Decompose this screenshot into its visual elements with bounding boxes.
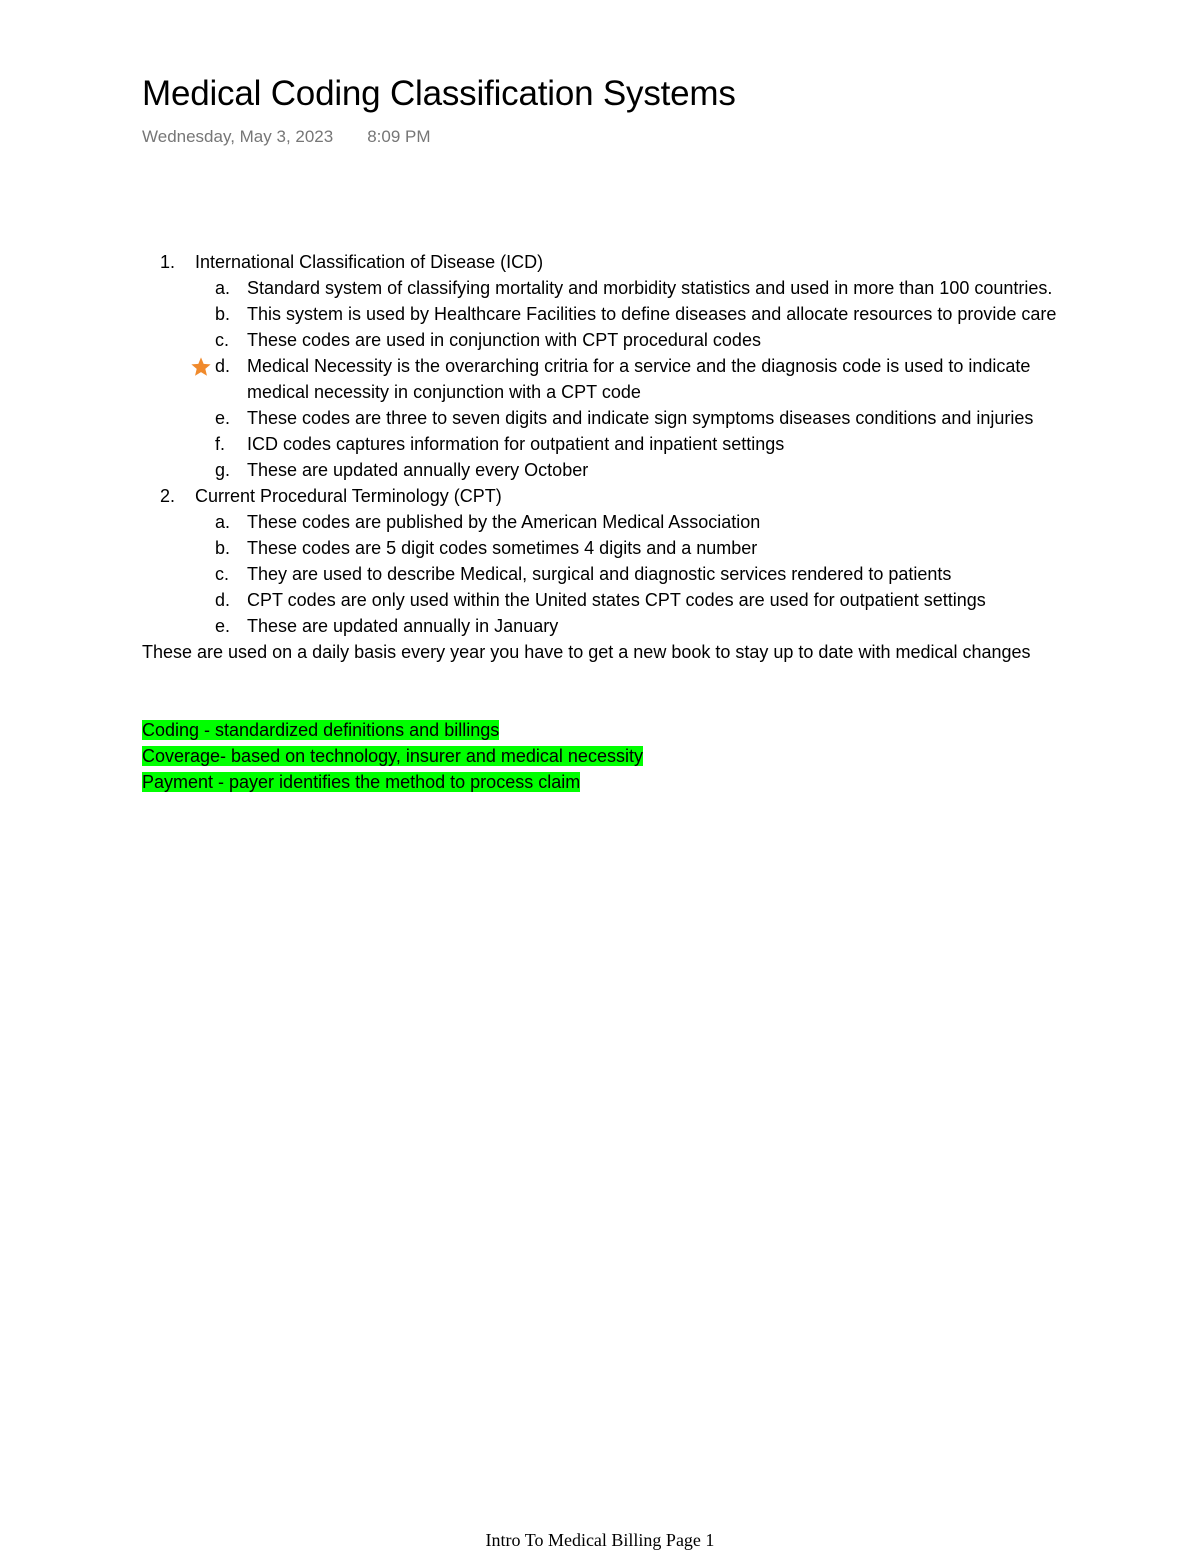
blank-lines bbox=[142, 665, 1062, 717]
list-item-text: These codes are published by the American Medical Association bbox=[247, 512, 761, 532]
list-item-text: International Classification of Disease (ICD) bbox=[195, 252, 544, 272]
page-time: 8:09 PM bbox=[367, 127, 431, 146]
sub-item-cpt-b bbox=[142, 535, 1062, 561]
sub-item-icd-d bbox=[142, 353, 1062, 405]
list-item-icd bbox=[142, 249, 1062, 275]
page-date: Wednesday, May 3, 2023 bbox=[142, 127, 334, 146]
list-marker: c. bbox=[215, 330, 230, 350]
list-marker: 1. bbox=[160, 252, 176, 272]
list-marker: e. bbox=[215, 408, 231, 428]
list-marker: a. bbox=[215, 278, 231, 298]
list-item-text: CPT codes are only used within the United states CPT codes are used for outpatient settings bbox=[247, 590, 986, 610]
note-paragraph: These are used on a daily basis every year you have to get a new book to stay up to date with medical changes bbox=[142, 642, 1031, 662]
sub-item-icd-b bbox=[142, 301, 1062, 327]
list-marker: f. bbox=[215, 434, 226, 454]
highlighted-text: Coverage- based on technology, insurer and medical necessity bbox=[142, 746, 643, 766]
list-marker: d. bbox=[215, 356, 231, 376]
highlighted-text: Coding - standardized definitions and billings bbox=[142, 720, 500, 740]
list-marker: a. bbox=[215, 512, 231, 532]
highlight-line-coverage bbox=[142, 743, 1062, 769]
list-item-text: These are updated annually in January bbox=[247, 616, 559, 636]
sub-item-cpt-d bbox=[142, 587, 1062, 613]
list-item-text: Medical Necessity is the overarching critria for a service and the diagnosis code is used to indicate medical necessity in conjunction with a CPT code bbox=[247, 356, 1031, 402]
sub-item-icd-g bbox=[142, 457, 1062, 483]
highlight-line-payment bbox=[142, 769, 1062, 795]
list-item-text: Standard system of classifying mortality and morbidity statistics and used in more than 100 countries. bbox=[247, 278, 1053, 298]
list-item-text: These codes are three to seven digits and indicate sign symptoms diseases conditions and injuries bbox=[247, 408, 1034, 428]
list-item-text: ICD codes captures information for outpatient and inpatient settings bbox=[247, 434, 785, 454]
sub-item-icd-c bbox=[142, 327, 1062, 353]
star-icon[interactable] bbox=[189, 356, 213, 378]
highlighted-text: Payment - payer identifies the method to process claim bbox=[142, 772, 581, 792]
list-item-text: These codes are used in conjunction with CPT procedural codes bbox=[247, 330, 761, 350]
list-item-text: Current Procedural Terminology (CPT) bbox=[195, 486, 502, 506]
highlight-line-coding bbox=[142, 717, 1062, 743]
list-item-cpt bbox=[142, 483, 1062, 509]
list-item-text: These codes are 5 digit codes sometimes 4 digits and a number bbox=[247, 538, 758, 558]
sub-item-cpt-c bbox=[142, 561, 1062, 587]
list-item-text: They are used to describe Medical, surgical and diagnostic services rendered to patients bbox=[247, 564, 952, 584]
list-marker: 2. bbox=[160, 486, 176, 506]
list-marker: b. bbox=[215, 304, 231, 324]
list-item-text: These are updated annually every October bbox=[247, 460, 589, 480]
page-footer: Intro To Medical Billing Page 1 bbox=[485, 1530, 715, 1550]
list-marker: c. bbox=[215, 564, 230, 584]
list-marker: b. bbox=[215, 538, 231, 558]
page-title: Medical Coding Classification Systems bbox=[142, 74, 736, 113]
sub-item-cpt-a bbox=[142, 509, 1062, 535]
list-marker: d. bbox=[215, 590, 231, 610]
sub-item-icd-e bbox=[142, 405, 1062, 431]
sub-item-icd-a bbox=[142, 275, 1062, 301]
page-timestamp bbox=[142, 127, 431, 147]
list-marker: e. bbox=[215, 616, 231, 636]
list-item-text: This system is used by Healthcare Facilities to define diseases and allocate resources to provide care bbox=[247, 304, 1057, 324]
sub-item-icd-f bbox=[142, 431, 1062, 457]
sub-item-cpt-e bbox=[142, 613, 1062, 639]
note-body[interactable] bbox=[142, 249, 1062, 795]
list-marker: g. bbox=[215, 460, 231, 480]
